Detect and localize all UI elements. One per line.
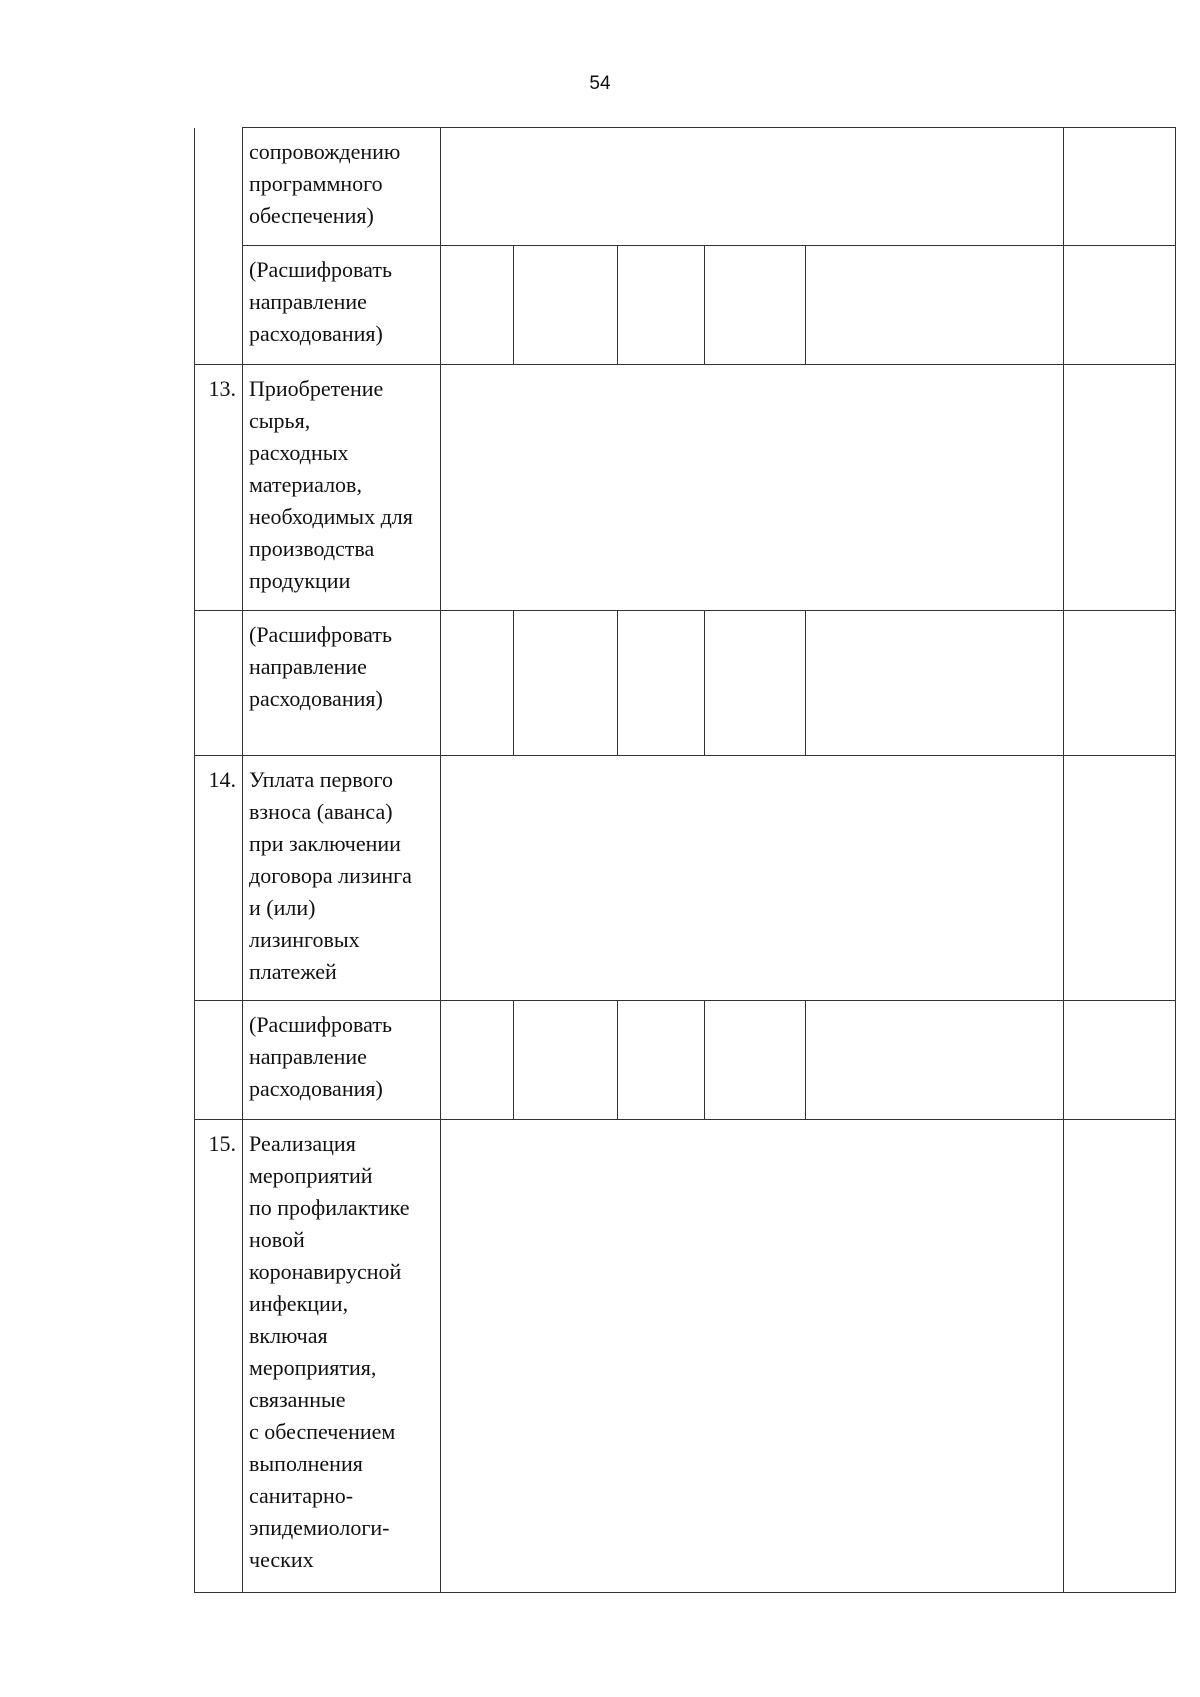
value-cell — [441, 611, 514, 756]
table-row — [195, 611, 1176, 756]
note-cell — [1064, 365, 1176, 611]
merged-value-cell — [441, 128, 1064, 246]
value-cell — [514, 1001, 618, 1120]
row-number-cell — [195, 1120, 243, 1593]
table-row — [195, 756, 1176, 1001]
value-cell — [618, 611, 705, 756]
page-number: 54 — [589, 73, 611, 94]
value-cell — [618, 1001, 705, 1120]
merged-value-cell — [441, 1120, 1064, 1593]
expense-detail-text: (Расшифровать направление расходования) — [249, 257, 392, 346]
row-number-cell — [195, 246, 243, 365]
note-cell — [1064, 128, 1176, 246]
expense-item-cell — [243, 756, 441, 1001]
row-number-cell — [195, 1001, 243, 1120]
value-cell — [705, 611, 806, 756]
expense-item-cell — [243, 365, 441, 611]
row-number-cell — [195, 128, 243, 246]
row-number: 15. — [208, 1131, 236, 1156]
row-number-cell — [195, 365, 243, 611]
value-cell — [705, 1001, 806, 1120]
expense-detail-cell — [243, 611, 441, 756]
expense-item-cell — [243, 1120, 441, 1593]
expense-item-text: Приобретение сырья, расходных материалов, необходимых для производства продукции — [249, 376, 413, 593]
row-number: 13. — [208, 376, 236, 401]
value-cell — [806, 246, 1064, 365]
value-cell — [514, 246, 618, 365]
expense-detail-text: (Расшифровать направление расходования) — [249, 1012, 392, 1101]
expense-item-text: Реализация мероприятий по профилактике новой коронавирусной инфекции, включая мероприятия, связанные с обеспечением выполнения санитарно- эпидемиологи- ческих — [249, 1131, 410, 1572]
expense-item-text: Уплата первого взноса (аванса) при заключении договора лизинга и (или) лизинговых платежей — [249, 767, 412, 984]
value-cell — [618, 246, 705, 365]
table-row — [195, 365, 1176, 611]
expense-item-cell — [243, 128, 441, 246]
expense-detail-cell — [243, 246, 441, 365]
value-cell — [441, 246, 514, 365]
table-row — [195, 1001, 1176, 1120]
note-cell — [1064, 246, 1176, 365]
expense-detail-text: (Расшифровать направление расходования) — [249, 622, 392, 711]
expense-detail-cell — [243, 1001, 441, 1120]
merged-value-cell — [441, 756, 1064, 1001]
value-cell — [705, 246, 806, 365]
merged-value-cell — [441, 365, 1064, 611]
row-number: 14. — [208, 767, 236, 792]
note-cell — [1064, 611, 1176, 756]
value-cell — [441, 1001, 514, 1120]
expense-item-text: сопровождению программного обеспечения) — [249, 139, 401, 228]
expense-table — [194, 127, 1176, 1593]
note-cell — [1064, 1001, 1176, 1120]
value-cell — [514, 611, 618, 756]
note-cell — [1064, 756, 1176, 1001]
table-row — [195, 128, 1176, 246]
value-cell — [806, 611, 1064, 756]
row-number-cell — [195, 756, 243, 1001]
row-number-cell — [195, 611, 243, 756]
table-row — [195, 246, 1176, 365]
note-cell — [1064, 1120, 1176, 1593]
value-cell — [806, 1001, 1064, 1120]
table-row — [195, 1120, 1176, 1593]
